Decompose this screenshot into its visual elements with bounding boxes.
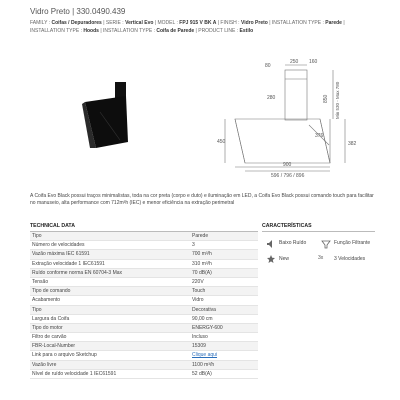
spec-label: Nível de ruído velocidade 1 IEC61591 [32,370,117,377]
spec-value: 700 m³/h [192,251,212,258]
meta-key: | INSTALLATION TYPE : [100,28,155,34]
spec-label: Extração velocidade 1 IEC61591 [32,260,105,267]
dim-bottom-depth: 382 [348,141,357,147]
meta-value: Coifas / Depuradores [51,20,102,26]
speeds-icon: 3x [318,255,324,261]
meta-key: | FINISH : [217,20,240,26]
technical-data-heading: TECHNICAL DATA [30,222,258,232]
chimney-outline [285,70,307,120]
spec-value: 3 [192,242,195,249]
table-row [30,333,258,342]
spec-value: 310 m³/h [192,260,212,267]
product-description: A Coifa Evo Black possui traços minimalistas, toda na cor preta (corpo e duto) e iluminação em LED, a Coifa Evo Black possui comando touch para facilitar no manuseio, alta performance com 712m³h (IEC) e menor eficiência na extração perimetral [30,193,374,206]
new-icon [266,254,276,264]
spec-label: Tensão [32,278,49,285]
dim-total-width: 900 [283,162,292,168]
spec-label: Link para o arquivo Sketchup [32,352,97,359]
meta-value: Hoods [83,28,99,34]
characteristic-label: 3 Velocidades [334,256,366,262]
characteristic-label: Função Filtrante [334,240,371,246]
table-row [30,342,258,351]
product-title: Vidro Preto | 330.0490.439 [30,7,126,16]
meta-key: | INSTALLATION TYPE : [269,20,324,26]
sketchup-link[interactable]: Clique aqui [192,352,218,359]
product-photo [60,82,140,154]
spec-label: Ruído conforme norma EN 60704-3 Max [32,269,123,276]
dim-hood-width: 450 [217,139,226,145]
spec-label: Tipo [32,233,42,239]
characteristics-heading: CARACTERÍSTICAS [262,222,375,232]
technical-drawing [205,55,375,180]
spec-value: 1100 m³/h [192,361,215,368]
spec-label: Vazão máxima IEC 61591 [32,251,90,258]
product-meta [30,19,375,35]
spec-label: FBR-Local-Number [32,343,76,350]
low-noise-icon [266,239,276,249]
spec-label: Tipo de comando [32,288,71,295]
table-row [30,361,258,370]
hood-outline [235,119,330,163]
dim-top-width: 250 [290,59,299,65]
meta-value: Vidro Preto [240,20,268,26]
spec-value: Incluso [192,334,208,341]
meta-key: | MODEL : [154,20,178,26]
dim-chimney-c: 160 [309,59,318,65]
table-row [30,287,258,296]
table-row [30,306,258,315]
meta-value: FPJ 915 V BK A [179,20,217,26]
dim-chimney-height: 850 [323,94,329,103]
characteristic-label: Baixo Ruído [279,240,307,246]
spec-value: 220V [192,278,204,285]
table-row [30,324,258,333]
spec-value: 90,00 cm [192,315,213,322]
meta-key: | PRODUCT LINE : [195,28,239,34]
meta-key: | SERIE : [103,20,124,26]
table-row [30,260,258,269]
spec-label: Tipo do motor [32,324,63,331]
spec-label: Largura da Coifa [32,315,70,322]
characteristics-section [262,222,375,282]
meta-key: | INSTALLATION TYPE : [30,20,345,34]
meta-value: Parede [325,20,342,26]
table-row [30,351,258,360]
dim-bottom-options: 596 / 796 / 896 [271,173,305,179]
meta-value: Vertical Evo [125,20,154,26]
spec-value: 70 dB(A) [192,269,212,276]
spec-value: 52 dB(A) [192,370,212,377]
dim-hood-depth: 376 [315,133,324,139]
dim-chimney-a: 80 [265,63,271,69]
dim-height-range: Min 530 - Max 780 [335,81,340,119]
table-row [30,296,258,305]
table-row [30,269,258,278]
table-row [30,232,258,241]
technical-data-section [30,222,258,379]
table-row [30,315,258,324]
spec-label: Tipo [32,306,42,313]
table-row [30,241,258,250]
table-row [30,278,258,287]
dim-chimney-b: 280 [267,95,276,101]
spec-value: Decorativa [192,306,216,313]
characteristic-label: New [279,256,290,262]
table-row [30,370,258,379]
technical-data-table [30,232,258,379]
spec-label: Filtro de carvão [32,334,67,341]
spec-value: Vidro [192,297,204,304]
meta-value: Coifa de Parede [156,28,195,34]
meta-value: Estilo [239,28,254,34]
filtering-function-icon [321,239,331,249]
spec-value: 15309 [192,343,206,350]
table-row [30,250,258,259]
spec-label: Número de velocidades [32,242,85,249]
spec-value: ENERGY-600 [192,324,223,331]
spec-label: Vazão livre [32,361,57,368]
spec-value: Parede [192,233,209,239]
meta-key: FAMILY : [30,20,51,26]
spec-value: Touch [192,288,206,295]
spec-label: Acabamento [32,297,61,304]
